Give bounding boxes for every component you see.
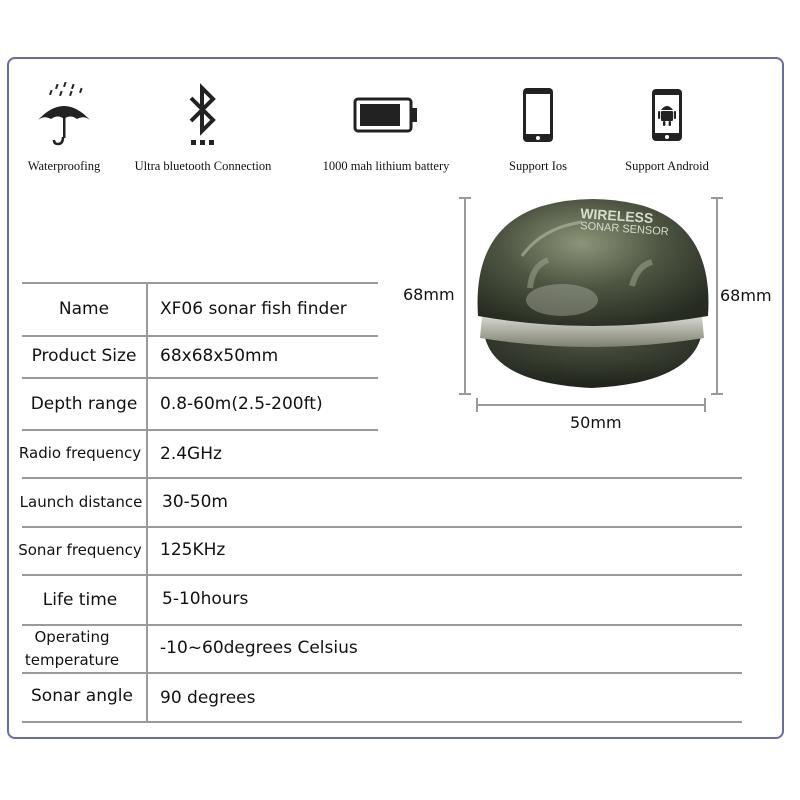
feature-ios xyxy=(496,80,580,174)
table-rule xyxy=(22,282,378,284)
height-left-cap-top xyxy=(459,197,471,199)
sonar-sensor-image xyxy=(462,188,722,398)
feature-label: 1000 mah lithium battery xyxy=(322,159,450,173)
spec-value: 5-10hours xyxy=(162,589,249,609)
spec-label: Launch distance xyxy=(19,493,143,511)
feature-label: Ultra bluetooth Connection xyxy=(134,159,272,173)
spec-value: 0.8-60m(2.5-200ft) xyxy=(160,394,323,414)
height-left-cap-bottom xyxy=(459,393,471,395)
android-phone-icon xyxy=(650,87,684,143)
height-left-line xyxy=(464,198,466,394)
sensor-line2: SONAR SENSOR xyxy=(579,220,670,239)
spec-label: Name xyxy=(58,299,110,319)
bluetooth-icon xyxy=(183,82,223,148)
height-right-cap-top xyxy=(711,197,723,199)
spec-label: Sonar angle xyxy=(31,686,133,706)
spec-value: 30-50m xyxy=(162,492,228,512)
dimension-right-height: 68mm xyxy=(720,286,772,305)
feature-battery xyxy=(310,80,462,174)
spec-value: 90 degrees xyxy=(160,688,256,708)
feature-label: Support Ios xyxy=(509,159,567,173)
feature-bluetooth xyxy=(123,80,283,174)
feature-android xyxy=(612,80,722,174)
battery-icon xyxy=(353,95,419,135)
dimension-width: 50mm xyxy=(570,413,622,432)
table-rule xyxy=(22,377,378,379)
spec-value: 2.4GHz xyxy=(160,444,222,464)
feature-label: Waterproofing xyxy=(27,159,101,173)
sensor-line1: WIRELESS xyxy=(579,205,654,227)
spec-label xyxy=(22,626,122,672)
spec-value: -10~60degrees Celsius xyxy=(160,638,358,658)
umbrella-icon xyxy=(34,82,94,148)
height-right-cap-bottom xyxy=(711,393,723,395)
iphone-icon xyxy=(521,86,555,144)
table-rule xyxy=(22,526,742,528)
width-cap-left xyxy=(476,398,478,412)
height-right-line xyxy=(716,198,718,394)
dimension-left-height: 68mm xyxy=(403,285,455,304)
feature-waterproofing xyxy=(18,80,110,174)
spec-label: Product Size xyxy=(31,346,137,366)
spec-label: Radio frequency xyxy=(18,444,142,462)
table-rule xyxy=(22,477,742,479)
spec-label-line1: Operating xyxy=(34,628,110,646)
table-rule xyxy=(22,574,742,576)
width-cap-right xyxy=(704,398,706,412)
spec-label: Life time xyxy=(42,590,118,610)
table-rule xyxy=(22,429,378,431)
table-rule xyxy=(22,624,742,626)
spec-label-line2: temperature xyxy=(24,651,120,669)
table-rule xyxy=(22,335,378,337)
spec-label: Depth range xyxy=(30,394,138,414)
table-rule xyxy=(22,721,742,723)
spec-value: 68x68x50mm xyxy=(160,346,279,366)
width-line xyxy=(477,404,705,406)
table-rule xyxy=(22,672,742,674)
spec-label: Sonar frequency xyxy=(18,541,142,559)
spec-value: XF06 sonar fish finder xyxy=(160,299,347,319)
spec-value: 125KHz xyxy=(160,540,226,560)
feature-label: Support Android xyxy=(625,159,709,173)
